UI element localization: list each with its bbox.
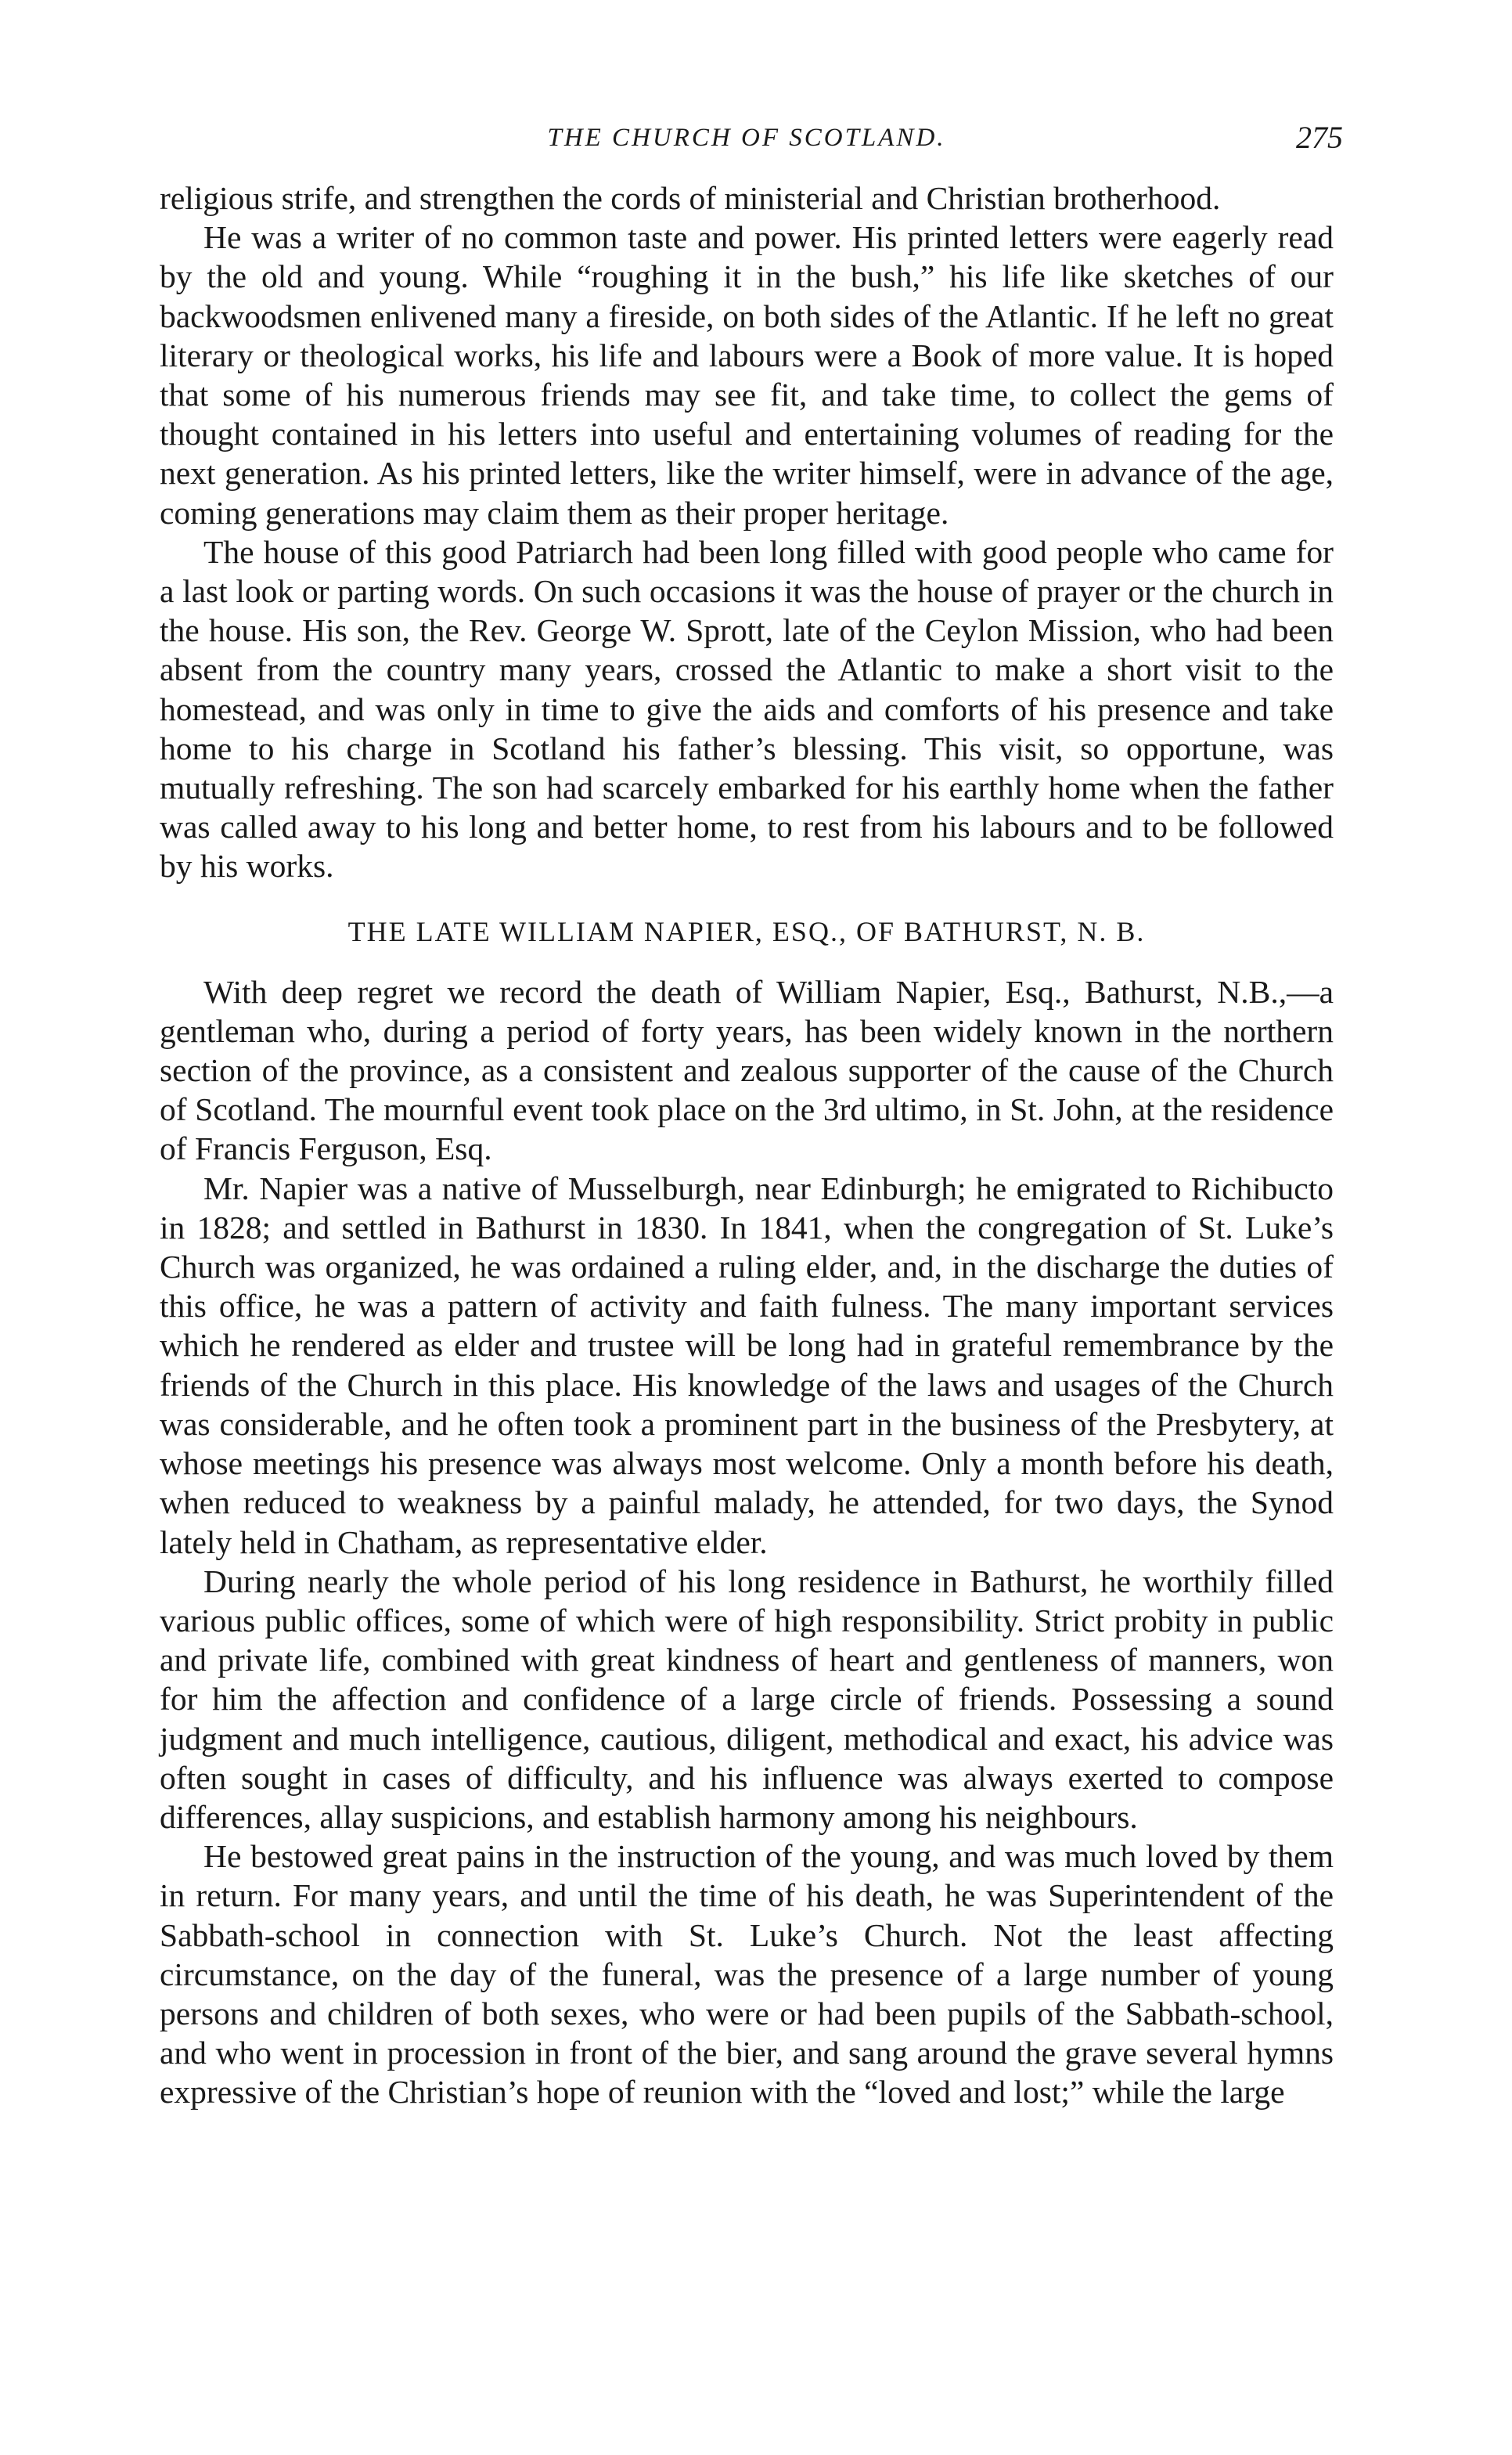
page (160, 117, 1343, 2112)
article-napier-obituary (160, 972, 1334, 2112)
page-number: 275 (1296, 120, 1343, 155)
paragraph: The house of this good Patriarch had been long filled with good people who came for a last look or parting words. On such occasions it was the house of prayer or the church in the house. His son, the Rev. George W. Sprott, late of the Ceylon Mission, who had been absent from the country many years, crossed the Atlantic to make a short visit to the homestead, and was only in time to give the aids and comforts of his presence and take home to his charge in Scotland his father’s blessing. This visit, so opportune, was mutually refreshing. The son had scarcely embarked for his earthly home when the father was called away to his long and better home, to rest from his labours and to be followed by his works. (160, 533, 1334, 885)
section-heading: THE LATE WILLIAM NAPIER, ESQ., OF BATHURST, N. B. (347, 915, 1146, 947)
running-head (160, 117, 1343, 164)
running-title: THE CHURCH OF SCOTLAND. (547, 124, 946, 152)
paragraph: He was a writer of no common taste and power. His printed letters were eagerly read by the old and young. While “roughing it in the bush,” his life like sketches of our backwoodsmen enlivened many a fireside, on both sides of the Atlantic. If he left no great literary or theological works, his life and labours were a Book of more value. It is hoped that some of his numerous friends may see fit, and take time, to collect the gems of thought contained in his letters into useful and entertaining volumes of reading for the next generation. As his printed letters, like the writer himself, were in advance of the age, coming generations may claim them as their proper heritage. (160, 219, 1334, 531)
paragraph: He bestowed great pains in the instruction of the young, and was much loved by them in return. For many years, and until the time of his death, he was Superintendent of the Sabbath-school in connection with St. Luke’s Church. Not the least affecting circumstance, on the day of the funeral, was the presence of a large number of young persons and children of both sexes, who were or had been pupils of the Sabbath-school, and who went in procession in front of the bier, and sang around the grave several hymns expressive of the Christian’s hope of reunion with the “loved and lost;” while the large (160, 1838, 1334, 2111)
paragraph: With deep regret we record the death of William Napier, Esq., Bathurst, N.B.,—a gentleman who, during a period of forty years, has been widely known in the northern section of the province, as a consistent and zealous supporter of the cause of the Church of Scotland. The mournful event took place on the 3rd ultimo, in St. John, at the residence of Francis Ferguson, Esq. (160, 973, 1334, 1167)
paragraph: During nearly the whole period of his long residence in Bathurst, he worthily filled various public offices, some of which were of high responsibility. Strict probity in public and private life, combined with great kindness of heart and gentleness of manners, won for him the affection and confidence of a large circle of friends. Possessing a sound judgment and much intelligence, cautious, diligent, methodical and exact, his advice was often sought in cases of difficulty, and his influence was always exerted to compose differences, allay suspicions, and establish harmony among his neighbours. (160, 1563, 1334, 1835)
article-sprott-obituary (160, 178, 1334, 886)
paragraph: Mr. Napier was a native of Musselburgh, near Edinburgh; he emigrated to Richibucto in 1828; and settled in Bathurst in 1830. In 1841, when the congregation of St. Luke’s Church was organized, he was ordained a ruling elder, and, in the discharge the duties of this office, he was a pattern of activity and faith fulness. The many important services which he rendered as elder and trustee will be long had in grateful remembrance by the friends of the Church in this place. His knowledge of the laws and usages of the Church was considerable, and he often took a prominent part in the business of the Presbytery, at whose meetings his presence was always most welcome. Only a month before his death, when reduced to weakness by a painful malady, he attended, for two days, the Synod lately held in Chatham, as representative elder. (160, 1170, 1334, 1560)
paragraph: religious strife, and strengthen the cords of ministerial and Christian brotherhood. (160, 180, 1221, 216)
